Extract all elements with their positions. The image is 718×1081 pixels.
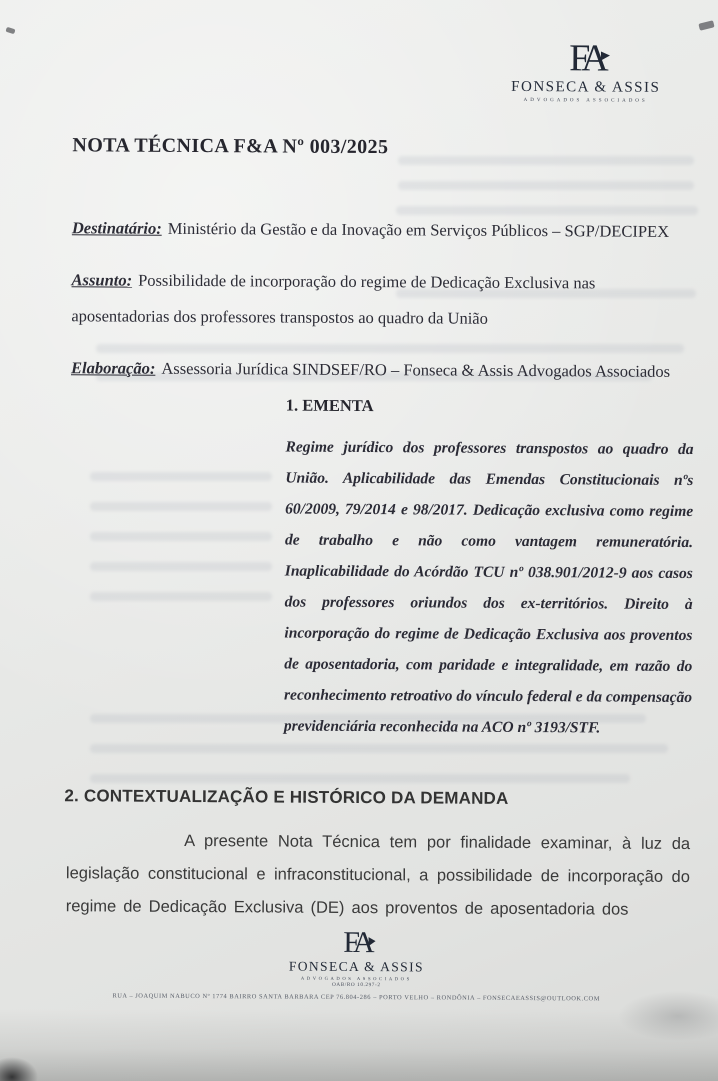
meta-label: Destinatário: [71, 218, 162, 238]
footer-brand-name: FONSECA & ASSIS [288, 958, 424, 975]
meta-value: Ministério da Gestão e da Inovação em Serviços Públicos – SGP/DECIPEX [167, 218, 670, 241]
footer-brand-tagline: ADVOGADOS ASSOCIADOS [300, 975, 412, 982]
meta-row-destinatario [72, 210, 694, 250]
meta-row-assunto [71, 262, 693, 338]
photo-bottom-shadow [0, 1009, 718, 1081]
brand-tagline: ADVOGADOS ASSOCIADOS [523, 97, 648, 104]
footer-address-line: RUA – JOAQUIM NABUCO Nº 1774 BAIRRO SANTA BARBARA CEP 76.804-286 – PORTO VELHO – RONDÔNIA – FONSECAEASSIS@OUTLOOK.COM [112, 992, 600, 1003]
ementa-text: Regime jurídico dos professores transpostos ao quadro da União. Aplicabilidade das Emendas Constitucionais nºs 60/2009, 79/2014 e 98/2017. Dedicação exclusiva como regime de trabalho e não como vantagem remuneratória. Inaplicabilidade do Acórdão TCU nº 038.901/2012-9 aos casos dos professores oriundos dos ex-territórios. Direito à incorporação do regime de Dedicação Exclusiva aos proventos de aposentadoria, com paridade e integralidade, em razão do reconhecimento retroativo do vínculo federal e da compensação previdenciária reconhecida na ACO nº 3193/STF. [283, 438, 694, 737]
meta-value: Assessoria Jurídica SINDSEF/RO – Fonseca & Assis Advogados Associados [161, 358, 671, 381]
section2-heading: 2. CONTEXTUALIZAÇÃO E HISTÓRICO DA DEMANDA [64, 786, 509, 808]
section2-paragraph: A presente Nota Técnica tem por finalidade examinar, à luz da legislação constitucional e infraconstitucional, a possibilidade de incorporação do regime de Dedicação Exclusiva (DE) aos proventos de aposentadoria dos [65, 831, 691, 919]
brand-monogram-row [569, 37, 603, 80]
meta-label: Assunto: [71, 270, 133, 290]
monogram-pennant-icon [601, 51, 610, 60]
document-meta [71, 210, 694, 406]
header-brand [481, 39, 691, 104]
footer-oab-number: OAB/RO 10.297-2 [332, 981, 381, 989]
fa-monogram-logo-icon: FA [569, 37, 603, 80]
document-title: NOTA TÉCNICA F&A Nº 003/2025 [72, 134, 389, 159]
photo-fold-shadow [618, 991, 718, 1041]
meta-value: Possibilidade de incorporação do regime de Dedicação Exclusiva nas aposentadorias dos professores transpostos ao quadro da União [71, 270, 596, 328]
footer-brand [0, 926, 716, 1003]
meta-row-elaboracao [71, 350, 693, 390]
meta-label: Elaboração: [70, 358, 156, 378]
footer-monogram-row [343, 925, 370, 960]
brand-name: FONSECA & ASSIS [511, 78, 661, 96]
section1-heading: 1. EMENTA [285, 395, 374, 416]
fa-monogram-logo-icon: FA [343, 925, 370, 960]
monogram-pennant-icon [369, 937, 376, 946]
